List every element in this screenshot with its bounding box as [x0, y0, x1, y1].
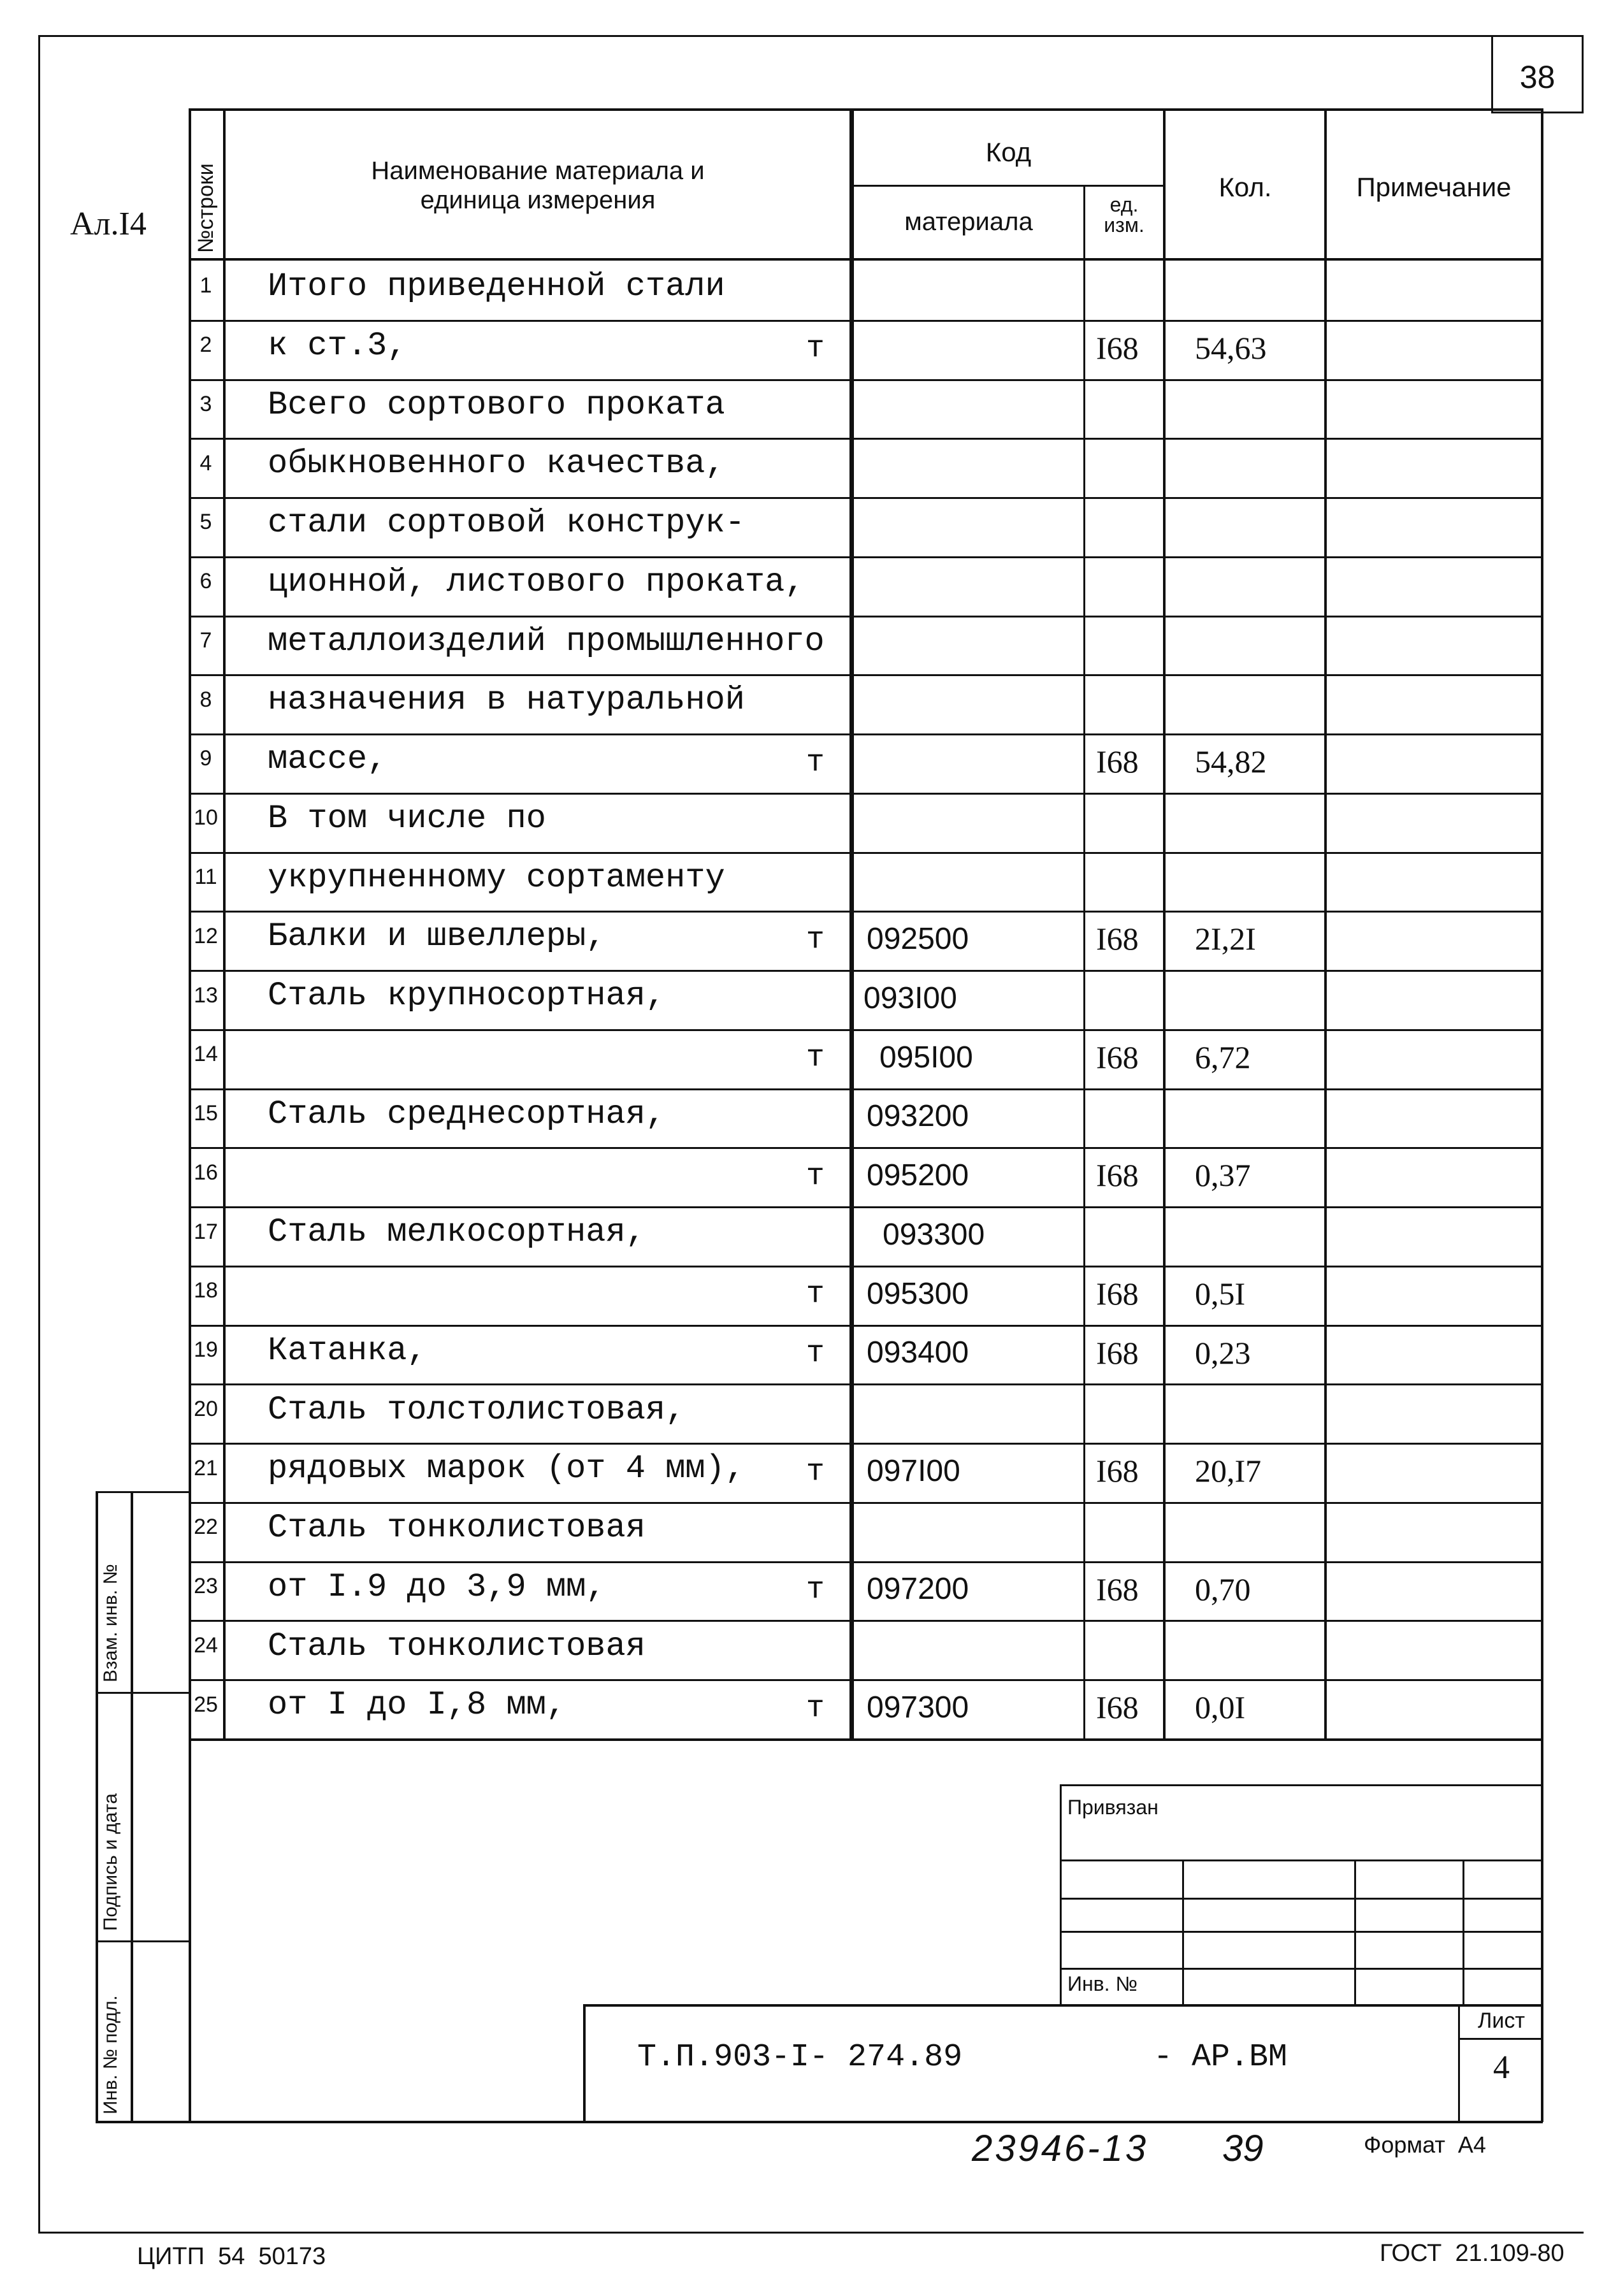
- row-quantity: 0,5I: [1195, 1276, 1246, 1311]
- header-quantity: Кол.: [1218, 172, 1272, 202]
- row-unit-code: I68: [1096, 744, 1139, 779]
- row-divider: [189, 733, 1543, 735]
- header-code-unit: ед. изм.: [1104, 193, 1145, 236]
- row-unit: т: [806, 1336, 825, 1371]
- header-code-material: материала: [904, 208, 1033, 236]
- row-quantity: 0,23: [1195, 1335, 1251, 1371]
- row-divider: [189, 852, 1543, 854]
- row-name: В том числе по: [268, 800, 546, 837]
- row-number: 19: [194, 1338, 218, 1362]
- row-divider: [189, 1266, 1543, 1267]
- sheet-label: Лист: [1478, 2009, 1525, 2033]
- row-divider: [189, 1620, 1543, 1622]
- row-number: 16: [194, 1160, 218, 1185]
- row-number: 12: [194, 924, 218, 948]
- row-quantity: 54,82: [1195, 744, 1267, 779]
- row-number: 17: [194, 1220, 218, 1244]
- row-unit: т: [806, 923, 825, 957]
- row-unit: т: [806, 1041, 825, 1075]
- row-number: 9: [199, 746, 212, 770]
- row-unit-code: I68: [1096, 1039, 1139, 1075]
- row-number: 10: [194, 805, 218, 830]
- sheet-number: 4: [1493, 2049, 1510, 2086]
- row-number: 21: [194, 1456, 218, 1480]
- row-unit-code: I68: [1096, 921, 1139, 957]
- stamp-inv-no: Инв. №: [1067, 1972, 1138, 1995]
- row-unit-code: I68: [1096, 1157, 1139, 1193]
- row-quantity: 6,72: [1195, 1039, 1251, 1075]
- row-unit: т: [806, 1573, 825, 1607]
- row-number: 13: [194, 983, 218, 1007]
- row-unit: т: [806, 746, 825, 780]
- header-code-group: Код: [985, 137, 1032, 167]
- row-material-code: 092500: [867, 922, 969, 956]
- row-name: Сталь тонколистовая: [268, 1509, 646, 1547]
- row-name: Сталь крупносортная,: [268, 977, 666, 1014]
- row-name: Сталь мелкосортная,: [268, 1213, 646, 1251]
- row-number: 20: [194, 1397, 218, 1421]
- row-divider: [189, 793, 1543, 795]
- row-number: 23: [194, 1574, 218, 1598]
- row-number: 4: [199, 451, 212, 475]
- row-quantity: 2I,2I: [1195, 921, 1256, 957]
- row-unit-code: I68: [1096, 1689, 1139, 1725]
- row-divider: [189, 1679, 1543, 1681]
- row-quantity: 20,I7: [1195, 1453, 1262, 1489]
- row-name: Катанка,: [268, 1332, 427, 1369]
- row-quantity: 0,37: [1195, 1157, 1251, 1193]
- row-divider: [189, 1443, 1543, 1445]
- side-label-podpis: Подпись и дата: [100, 1793, 121, 1931]
- document-suffix: - АР.ВМ: [1153, 2039, 1288, 2076]
- row-number: 3: [199, 392, 212, 416]
- row-number: 24: [194, 1633, 218, 1657]
- row-name: к ст.3,: [268, 327, 407, 365]
- row-divider: [189, 970, 1543, 972]
- row-name: Сталь среднесортная,: [268, 1095, 666, 1133]
- row-name: Сталь тонколистовая: [268, 1628, 646, 1665]
- row-name: назначения в натуральной: [268, 681, 745, 719]
- row-name: рядовых марок (от 4 мм),: [268, 1450, 745, 1487]
- row-material-code: 095300: [867, 1277, 969, 1311]
- row-material-code: 093200: [867, 1099, 969, 1133]
- side-label-inv-podl: Инв. № подл.: [100, 1995, 121, 2114]
- row-unit: т: [806, 331, 825, 366]
- row-number: 11: [194, 865, 217, 889]
- row-divider: [189, 1088, 1543, 1090]
- row-name: Балки и швеллеры,: [268, 918, 606, 955]
- row-material-code: 093I00: [863, 981, 957, 1015]
- row-material-code: 093300: [883, 1218, 985, 1252]
- row-material-code: 097300: [867, 1691, 969, 1724]
- row-divider: [189, 556, 1543, 558]
- row-number: 14: [194, 1042, 218, 1066]
- row-divider: [189, 674, 1543, 676]
- row-material-code: 093400: [867, 1336, 969, 1369]
- row-unit-code: I68: [1096, 330, 1139, 366]
- row-name: стали сортовой конструк-: [268, 504, 745, 542]
- header-row-number: №строки: [194, 163, 218, 253]
- row-divider: [189, 438, 1543, 440]
- row-number: 22: [194, 1515, 218, 1539]
- stamp-privyazan: Привязан: [1067, 1796, 1159, 1819]
- document-code: Т.П.903-I- 274.89: [637, 2039, 963, 2076]
- row-unit-code: I68: [1096, 1453, 1139, 1489]
- row-number: 15: [194, 1101, 218, 1125]
- row-name: обыкновенного качества,: [268, 445, 725, 482]
- row-divider: [189, 1561, 1543, 1563]
- row-name: от I до I,8 мм,: [268, 1686, 567, 1724]
- row-unit-code: I68: [1096, 1335, 1139, 1371]
- row-number: 2: [199, 333, 212, 357]
- row-number: 18: [194, 1278, 218, 1303]
- row-material-code: 095200: [867, 1159, 969, 1192]
- row-number: 6: [199, 569, 212, 593]
- row-unit: т: [806, 1455, 825, 1489]
- row-unit-code: I68: [1096, 1276, 1139, 1311]
- row-number: 7: [199, 628, 212, 653]
- row-name: Итого приведенной стали: [268, 268, 725, 305]
- side-label-vzam: Взам. инв. №: [100, 1564, 121, 1682]
- row-material-code: 097200: [867, 1572, 969, 1606]
- row-name: Сталь толстолистовая,: [268, 1391, 686, 1429]
- row-divider: [189, 320, 1543, 322]
- row-material-code: 097I00: [867, 1454, 960, 1488]
- row-number: 8: [199, 688, 212, 712]
- handwritten-page: 39: [1222, 2128, 1264, 2169]
- row-divider: [189, 1383, 1543, 1385]
- footer-left-code: ЦИТП 54 50173: [137, 2243, 326, 2270]
- row-divider: [189, 1502, 1543, 1504]
- row-name: от I.9 до 3,9 мм,: [268, 1568, 606, 1606]
- page-number: 38: [1519, 59, 1556, 95]
- row-divider: [189, 1029, 1543, 1031]
- header-note: Примечание: [1356, 172, 1512, 202]
- row-unit: т: [806, 1159, 825, 1194]
- row-divider: [189, 379, 1543, 381]
- row-name: ционной, листового проката,: [268, 563, 805, 601]
- row-unit: т: [806, 1277, 825, 1311]
- row-number: 1: [199, 273, 212, 298]
- row-number: 25: [194, 1693, 218, 1717]
- row-name: укрупненному сортаменту: [268, 859, 725, 897]
- row-quantity: 54,63: [1195, 330, 1267, 366]
- row-material-code: 095I00: [879, 1041, 973, 1074]
- row-divider: [189, 911, 1543, 913]
- row-divider: [189, 1206, 1543, 1208]
- format-label: Формат А4: [1364, 2132, 1486, 2158]
- header-name-column: Наименование материала и единица измерения: [371, 157, 705, 214]
- row-name: металлоизделий промышленного: [268, 623, 825, 660]
- row-divider: [189, 616, 1543, 617]
- handwritten-number: 23946-13: [972, 2128, 1149, 2169]
- row-name: Всего сортового проката: [268, 386, 725, 424]
- row-name: массе,: [268, 740, 387, 778]
- row-quantity: 0,0I: [1195, 1689, 1246, 1725]
- row-divider: [189, 497, 1543, 499]
- row-divider: [189, 1325, 1543, 1327]
- footer-gost: ГОСТ 21.109-80: [1380, 2240, 1564, 2267]
- album-reference: Ал.I4: [70, 206, 147, 242]
- row-quantity: 0,70: [1195, 1571, 1251, 1607]
- row-unit: т: [806, 1691, 825, 1726]
- row-unit-code: I68: [1096, 1571, 1139, 1607]
- row-divider: [189, 1147, 1543, 1149]
- row-number: 5: [199, 510, 212, 534]
